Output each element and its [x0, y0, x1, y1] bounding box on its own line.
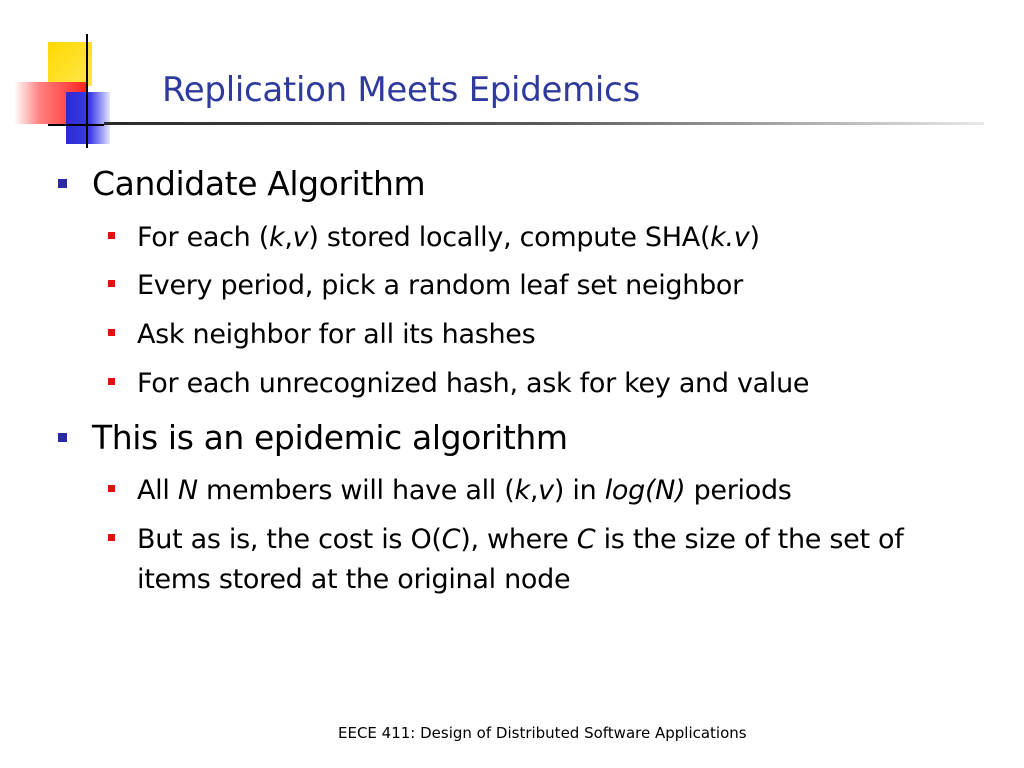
text-segment-italic: k.v — [710, 222, 750, 253]
text-segment: For each ( — [137, 222, 270, 253]
sub-bullet-square-icon — [108, 485, 115, 492]
text-segment: Every period, pick a random leaf set neighbor — [137, 270, 743, 301]
text-segment-italic: C — [441, 524, 461, 555]
bullet-text: Candidate Algorithm — [92, 164, 426, 203]
text-segment: But as is, the cost is O( — [137, 524, 442, 555]
logo-vertical-line — [86, 34, 88, 148]
text-segment-italic: v — [292, 222, 309, 253]
logo-blue-square — [66, 92, 110, 144]
text-segment: , — [529, 475, 539, 506]
slide-title: Replication Meets Epidemics — [162, 70, 640, 110]
logo-horizontal-line — [48, 124, 104, 126]
text-segment: ) stored locally, compute SHA( — [308, 222, 711, 253]
sub-bullet-square-icon — [108, 534, 115, 541]
text-segment: members will have all ( — [197, 475, 515, 506]
sub-bullet-square-icon — [108, 280, 115, 287]
text-segment: periods — [685, 475, 792, 506]
sub-bullet-ask-hashes — [137, 315, 535, 355]
text-segment: ) — [749, 222, 760, 253]
title-underline — [104, 122, 984, 125]
text-segment: ), where — [460, 524, 577, 555]
sub-bullet-pick-neighbor — [137, 266, 743, 306]
sub-bullet-square-icon — [108, 232, 115, 239]
text-segment: All — [137, 475, 178, 506]
bullet-square-icon — [58, 179, 67, 188]
bullet-candidate-algorithm — [92, 164, 425, 204]
text-segment-italic: v — [538, 475, 554, 506]
text-segment-italic: N — [177, 475, 198, 506]
text-segment: ) in — [553, 475, 605, 506]
text-segment-italic: C — [576, 524, 596, 555]
bullet-square-icon — [58, 433, 67, 442]
slide-logo — [0, 0, 160, 160]
text-segment: Ask neighbor for all its hashes — [137, 319, 536, 350]
slide-footer: EECE 411: Design of Distributed Software Applications — [338, 724, 747, 742]
text-segment-italic: k — [269, 222, 285, 253]
text-segment: is the size of the set of items stored at the original node — [137, 524, 904, 595]
text-segment-italic: log(N) — [604, 475, 686, 506]
sub-bullet-unrecognized-hash — [137, 364, 809, 404]
sub-bullet-square-icon — [108, 378, 115, 385]
bullet-text: This is an epidemic algorithm — [92, 418, 568, 457]
sub-bullet-compute-sha — [137, 218, 760, 258]
sub-bullet-square-icon — [108, 329, 115, 336]
bullet-epidemic-algorithm — [92, 418, 568, 458]
text-segment-italic: k — [514, 475, 530, 506]
sub-bullet-all-members — [137, 471, 792, 511]
text-segment: For each unrecognized hash, ask for key and value — [137, 368, 810, 399]
text-segment: , — [284, 222, 293, 253]
sub-bullet-cost — [137, 520, 937, 600]
